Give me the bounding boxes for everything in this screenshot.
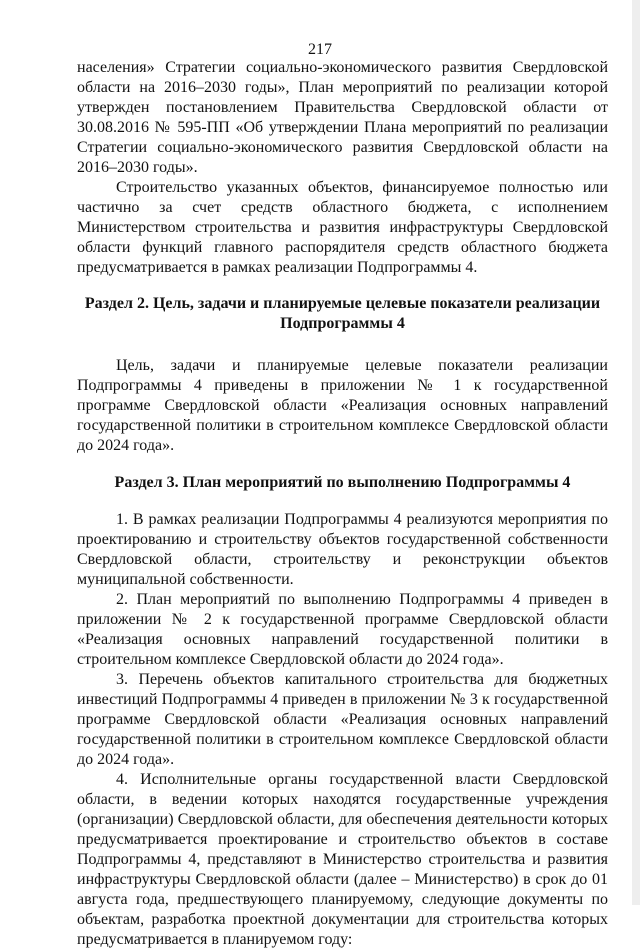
- page-edge-shadow: [632, 0, 640, 905]
- section-3-item-1: 1. В рамках реализации Подпрограммы 4 реализуются мероприятия по проектированию и строительству объектов государственной собственности Свердловской области, строительству и реконструкции объектов муниципальной собственности.: [77, 511, 608, 588]
- section-2-heading: Раздел 2. Цель, задачи и планируемые целевые показатели реализации Подпрограммы 4: [84, 295, 601, 332]
- section-3-heading: Раздел 3. План мероприятий по выполнению Подпрограммы 4: [114, 474, 571, 491]
- section-3-item-2: 2. План мероприятий по выполнению Подпрограммы 4 приведен в приложении № 2 к государственной программе Свердловской области «Реализация основных направлений государственной политики в строительном комплексе Свердловской области до 2024 года».: [77, 591, 608, 668]
- section-3-item-4: 4. Исполнительные органы государственной власти Свердловской области, в ведении которых находятся государственные учреждения (организации) Свердловской области, для обеспечения деятельности которых предусматривается проектирование и строительство объектов в составе Подпрограммы 4, представляют в Министерство строительства и развития инфраструктуры Свердловской области (далее – Министерство) в срок до 01 августа года, предшествующего планируемому, следующие документы по объектам, разработка проектной документации для строительства которых предусматривается в планируемом году:: [77, 771, 608, 948]
- paragraph-strategy-continuation: населения» Стратегии социально-экономического развития Свердловской области на 2016–2030 годы», План мероприятий по реализации которой утвержден постановлением Правительства Свердловской области от 30.08.2016 № 595-ПП «Об утверждении Плана мероприятий по реализации Стратегии социально-экономического развития Свердловской области на 2016–2030 годы».: [77, 59, 608, 176]
- section-2-paragraph: Цель, задачи и планируемые целевые показатели реализации Подпрограммы 4 приведены в приложении № 1 к государственной программе Свердловской области «Реализация основных направлений государственной политики в строительном комплексе Свердловской области до 2024 года».: [77, 357, 608, 454]
- document-body: [77, 58, 608, 950]
- page-number: 217: [308, 41, 332, 58]
- section-3-item-3: 3. Перечень объектов капитального строительства для бюджетных инвестиций Подпрограммы 4 приведен в приложении № 3 к государственной программе Свердловской области «Реализация основных направлений государственной политики в строительном комплексе Свердловской области до 2024 года».: [77, 671, 608, 768]
- paragraph-construction-financing: Строительство указанных объектов, финансируемое полностью или частично за счет средств областного бюджета, с исполнением Министерством строительства и развития инфраструктуры Свердловской области функций главного распорядителя средств областного бюджета предусматривается в рамках реализации Подпрограммы 4.: [77, 179, 608, 276]
